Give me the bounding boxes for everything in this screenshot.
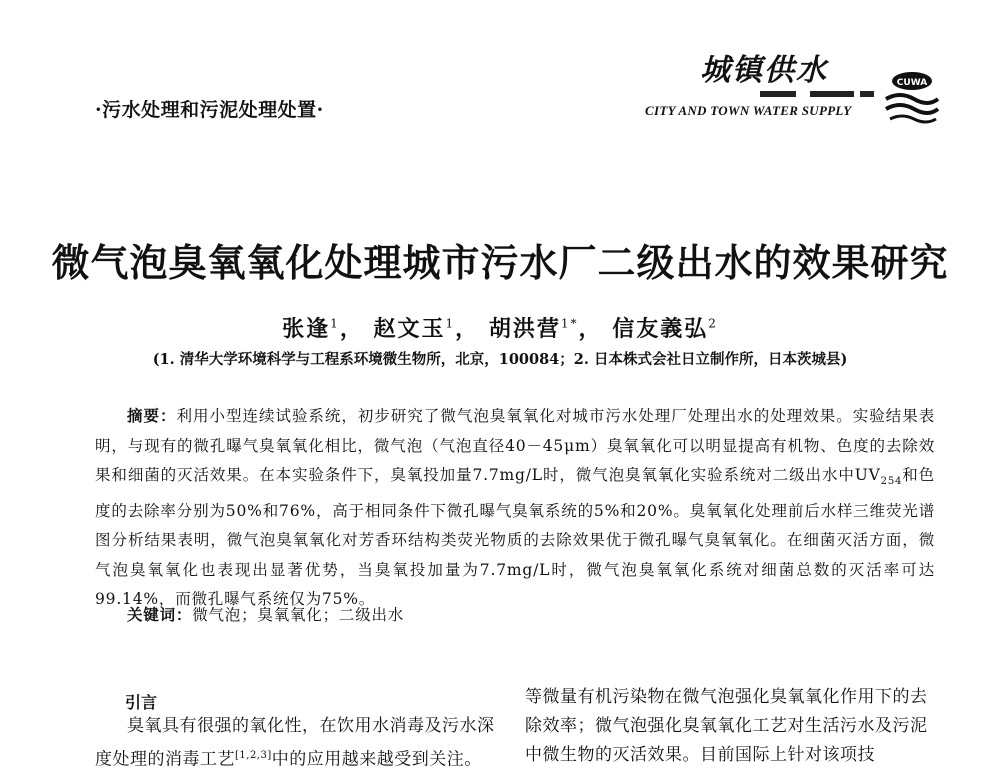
abstract <box>95 401 935 615</box>
author-name: 张逢 <box>282 316 331 342</box>
author-name: 赵文玉 <box>373 316 446 342</box>
logo-bar <box>810 91 854 97</box>
journal-logo <box>640 45 940 135</box>
abstract-subscript: 254 <box>880 476 903 488</box>
section-heading-intro: 引言 <box>125 693 158 712</box>
paragraph: 等微量有机污染物在微气泡强化臭氧氧化作用下的去除效率；微气泡强化臭氧氧化工艺对生活污水及污泥中微生物的灭活效果。目前国际上针对该项技 <box>525 687 928 765</box>
author-affil-mark: 1 <box>445 316 456 331</box>
journal-name-en: CITY AND TOWN WATER SUPPLY <box>645 103 852 118</box>
paragraph-text: 臭氧具有很强的氧化性，在饮用水消毒及污水深度处理的消毒工艺 <box>95 716 495 770</box>
author-separator: ， <box>339 316 364 342</box>
author-affil-mark: 2 <box>708 316 718 331</box>
paragraph <box>95 712 505 775</box>
abstract-text: 和色度的去除率分别为50%和76%，高于相同条件下微孔曝气臭氧系统的5%和20%。臭氧氧化处理前后水样三维荧光谱图分析结果表明，微气泡臭氧氧化对芳香环结构类荧光物质的去除效果优于微孔曝气臭氧氧化。在细菌灭活方面，微气泡臭氧氧化也表现出显著优势，当臭氧投加量为7.7mg/L时，微气泡臭氧氧化系统对细菌总数的灭活率可达99.14%，而微孔曝气系统仅为75%。 <box>95 466 935 609</box>
keywords-text: 微气泡；臭氧氧化；二级出水 <box>192 606 405 624</box>
section-tag: ·污水处理和污泥处理处置· <box>95 99 324 121</box>
author-affil-mark: 1* <box>560 316 579 331</box>
keywords-label: 关键词： <box>127 605 193 624</box>
author-name: 信友義弘 <box>612 316 709 342</box>
author-list <box>0 312 1000 343</box>
abstract-label: 摘要： <box>127 406 177 425</box>
journal-emblem-icon <box>880 65 940 125</box>
citation-ref: [1,2,3] <box>235 750 272 761</box>
body-column-right <box>525 683 935 770</box>
author-name: 胡洪营 <box>488 316 561 342</box>
affiliation: (1. 清华大学环境科学与工程系环境微生物所，北京，100084；2. 日本株式会社日立制作所，日本茨城县) <box>152 351 848 368</box>
keywords <box>127 603 404 625</box>
paper-title: 微气泡臭氧氧化处理城市污水厂二级出水的效果研究 <box>51 240 949 285</box>
abstract-text: 利用小型连续试验系统，初步研究了微气泡臭氧氧化对城市污水处理厂处理出水的处理效果。实验结果表明，与现有的微孔曝气臭氧氧化相比，微气泡（气泡直径40－45μm）臭氧氧化可以明显提高有机物、色度的去除效果和细菌的灭活效果。在本实验条件下，臭氧投加量7.7mg/L时，微气泡臭氧氧化实验系统对二级出水中UV <box>95 407 935 484</box>
author-separator: ， <box>578 316 603 342</box>
author-separator: ， <box>455 316 480 342</box>
logo-bar <box>760 91 796 97</box>
journal-name-cn: 城镇供水 <box>700 53 828 88</box>
paragraph-text: 中的应用越来越受到关注。 <box>271 749 482 770</box>
logo-badge-text: CUWA <box>896 78 928 88</box>
author-affil-mark: 1 <box>330 316 340 331</box>
body-column-left <box>95 712 505 775</box>
logo-bar <box>860 91 874 97</box>
